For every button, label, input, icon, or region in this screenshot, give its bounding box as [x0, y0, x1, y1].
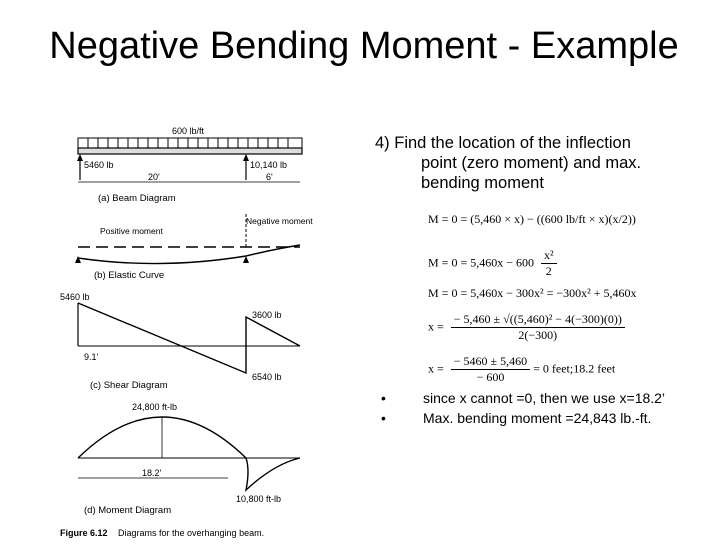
- left-reaction-label: 5460 lb: [84, 160, 114, 170]
- equation-3: M = 0 = 5,460x − 300x² = −300x² + 5,460x: [428, 286, 637, 300]
- equation-4-den: 2(−300): [518, 328, 558, 342]
- step-text: [375, 133, 720, 193]
- moment-max-label: 24,800 ft-lb: [132, 402, 178, 412]
- equation-2-den: 2: [545, 264, 552, 278]
- conclusion-list: [381, 388, 726, 428]
- positive-moment-label: Positive moment: [100, 226, 163, 236]
- elastic-curve-diagram: [75, 245, 300, 281]
- shear-caption: (c) Shear Diagram: [90, 380, 168, 391]
- step-line-3: bending moment: [421, 174, 544, 192]
- bullet-item: [381, 388, 726, 408]
- right-reaction-label: 10,140 lb: [250, 160, 288, 170]
- load-label: 600 lb/ft: [172, 126, 205, 136]
- equation-2-num: x²: [541, 248, 557, 264]
- figure-caption: Diagrams for the overhanging beam.: [118, 528, 265, 538]
- beam-caption: (a) Beam Diagram: [98, 193, 176, 204]
- step-line-2: point (zero moment) and max.: [421, 154, 642, 172]
- shear-5460-label: 5460 lb: [60, 292, 90, 302]
- bullet-text: since x cannot =0, then we use x=18.2’: [423, 390, 666, 406]
- moment-caption: (d) Moment Diagram: [84, 505, 172, 516]
- equation-5-left: x =: [428, 361, 444, 376]
- equation-4: [428, 312, 625, 343]
- moment-curve: [78, 417, 300, 490]
- shear-diagram: [60, 292, 300, 391]
- load-hatch: [88, 138, 288, 148]
- moment-18-2-label: 18.2': [142, 468, 162, 478]
- equation-5-right: = 0 feet;18.2 feet: [533, 361, 616, 376]
- equation-1: M = 0 = (5,460 × x) − ((600 lb/ft × x)(x/2)): [428, 212, 636, 226]
- equation-2-left: M = 0 = 5,460x − 600: [428, 255, 534, 270]
- slide-title: Negative Bending Moment - Example: [49, 25, 679, 67]
- span-overhang-label: 6': [266, 172, 273, 182]
- shear-9-1-label: 9.1': [84, 352, 99, 362]
- equation-2: [428, 248, 557, 279]
- equation-4-num: − 5,460 ± √((5,460)² − 4(−300)(0)): [451, 312, 625, 328]
- step-line-1: 4) Find the location of the inflection: [375, 134, 631, 152]
- shear-3600-label: 3600 lb: [252, 310, 282, 320]
- beam: [78, 148, 302, 154]
- moment-diagram: [60, 402, 300, 538]
- shear-6540-label: 6540 lb: [252, 372, 282, 382]
- elastic-caption: (b) Elastic Curve: [94, 270, 165, 281]
- bullet-icon: •: [381, 390, 386, 406]
- beam-figure: [60, 118, 322, 546]
- figure-label: Figure 6.12: [60, 528, 108, 538]
- beam-diagram: [77, 126, 313, 247]
- negative-moment-label: Negative moment: [246, 216, 313, 226]
- equation-5: [428, 354, 615, 385]
- bullet-item: [381, 408, 726, 428]
- beam-diagrams-svg: [60, 118, 322, 546]
- bullet-text: Max. bending moment =24,843 lb.-ft.: [423, 410, 652, 426]
- equation-5-den: − 600: [476, 370, 505, 384]
- bullet-icon: •: [381, 410, 386, 426]
- moment-min-label: 10,800 ft-lb: [236, 494, 282, 504]
- equation-4-left: x =: [428, 319, 444, 334]
- span-main-label: 20': [148, 172, 160, 182]
- equation-5-num: − 5460 ± 5,460: [451, 354, 530, 370]
